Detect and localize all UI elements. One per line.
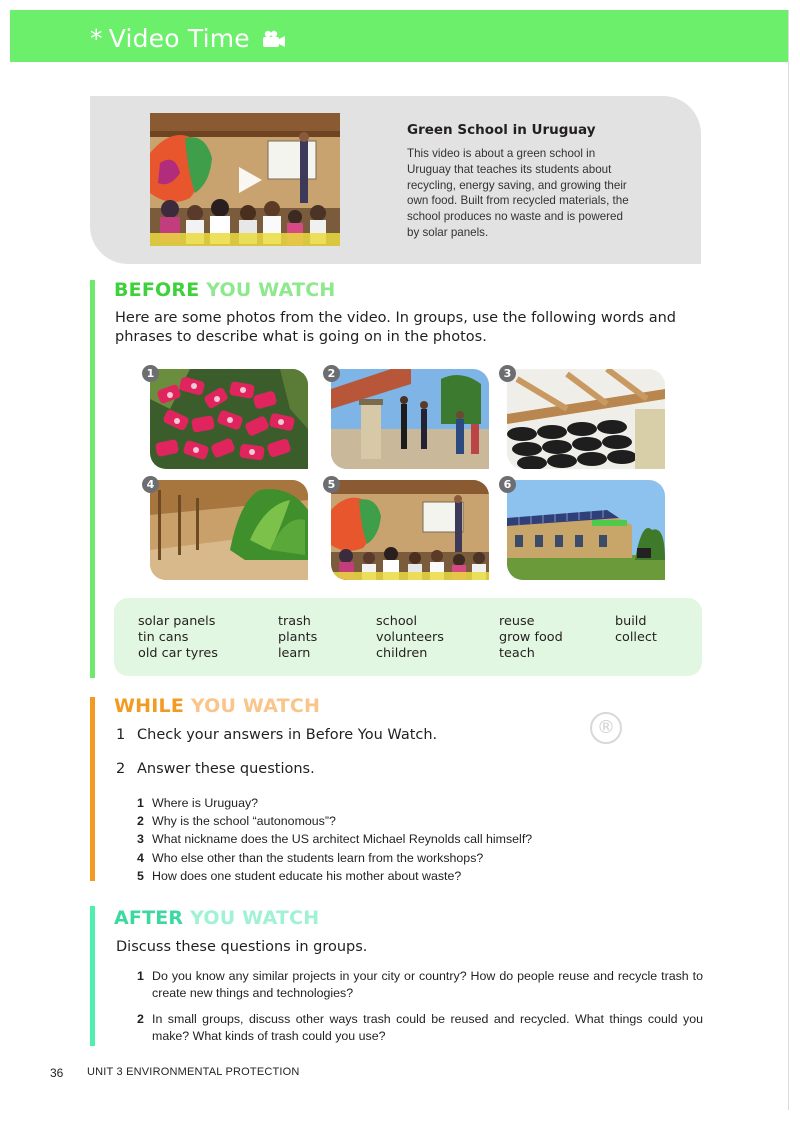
photo-number: 4	[142, 476, 159, 493]
after-instruction: Discuss these questions in groups.	[116, 939, 368, 955]
header-title: * Video Time	[90, 24, 250, 53]
photo-2-volunteers	[331, 369, 489, 469]
photo-number: 3	[499, 365, 516, 382]
while-section-bar	[90, 697, 95, 881]
unit-label: UNIT 3 ENVIRONMENTAL PROTECTION	[87, 1066, 300, 1078]
before-section-bar	[90, 280, 95, 678]
list-item: 5 How does one student educate his mother about waste?	[137, 868, 462, 883]
list-item: 1 Do you know any similar projects in your city or country? How do people reuse and recycle trash to create new things and technologies?	[137, 969, 703, 1000]
word-column: solar panels tin cans old car tyres	[138, 614, 218, 661]
question-list	[137, 794, 532, 885]
registered-mark: ®	[590, 712, 622, 744]
list-item: 2 In small groups, discuss other ways trash could be reused and recycled. What things could you make? What kinds of trash could you use?	[137, 1012, 703, 1043]
video-camera-icon	[262, 30, 286, 48]
video-thumbnail[interactable]	[150, 113, 340, 246]
before-heading: BEFORE YOU WATCH	[114, 279, 336, 301]
video-description: This video is about a green school in Uruguay that teaches its students about recycling, energy saving, and growing their own food. Built from recycled materials, the school produces no waste and is powered by solar panels.	[407, 147, 629, 239]
page-number: 36	[50, 1066, 64, 1080]
list-item: 2 Why is the school “autonomous”?	[137, 814, 336, 829]
list-item: 1 Where is Uruguay?	[137, 796, 259, 810]
photo-number: 2	[323, 365, 340, 382]
section-header	[10, 10, 788, 62]
photo-4-plants	[150, 480, 308, 580]
list-item: 3 What nickname does the US architect Michael Reynolds call himself?	[137, 832, 533, 847]
photo-3-old-car-tyres	[507, 369, 665, 469]
while-task: 2 Answer these questions.	[116, 761, 315, 777]
word-column: school volunteers children	[376, 614, 444, 661]
word-column: trash plants learn	[278, 614, 318, 661]
word-column: reuse grow food teach	[499, 614, 563, 661]
after-section-bar	[90, 906, 95, 1046]
page-edge-line	[788, 10, 789, 1110]
after-heading: AFTER YOU WATCH	[114, 907, 320, 929]
word-column: build collect	[615, 614, 657, 645]
play-icon[interactable]	[236, 165, 264, 195]
vocabulary-box	[114, 598, 702, 676]
photo-number: 6	[499, 476, 516, 493]
list-item: 4 Who else other than the students learn from the workshops?	[137, 850, 484, 865]
photo-number: 5	[323, 476, 340, 493]
photo-5-children	[331, 480, 489, 580]
video-title: Green School in Uruguay	[407, 122, 596, 138]
photo-6-solar-panels	[507, 480, 665, 580]
while-heading: WHILE YOU WATCH	[114, 695, 321, 717]
before-instruction: Here are some photos from the video. In groups, use the following words and phrases to describe what is going on in the photos.	[115, 310, 676, 345]
while-task: 1 Check your answers in Before You Watch.	[116, 727, 438, 743]
video-info-box	[90, 96, 701, 264]
photo-number: 1	[142, 365, 159, 382]
photo-1-tin-cans	[150, 369, 308, 469]
